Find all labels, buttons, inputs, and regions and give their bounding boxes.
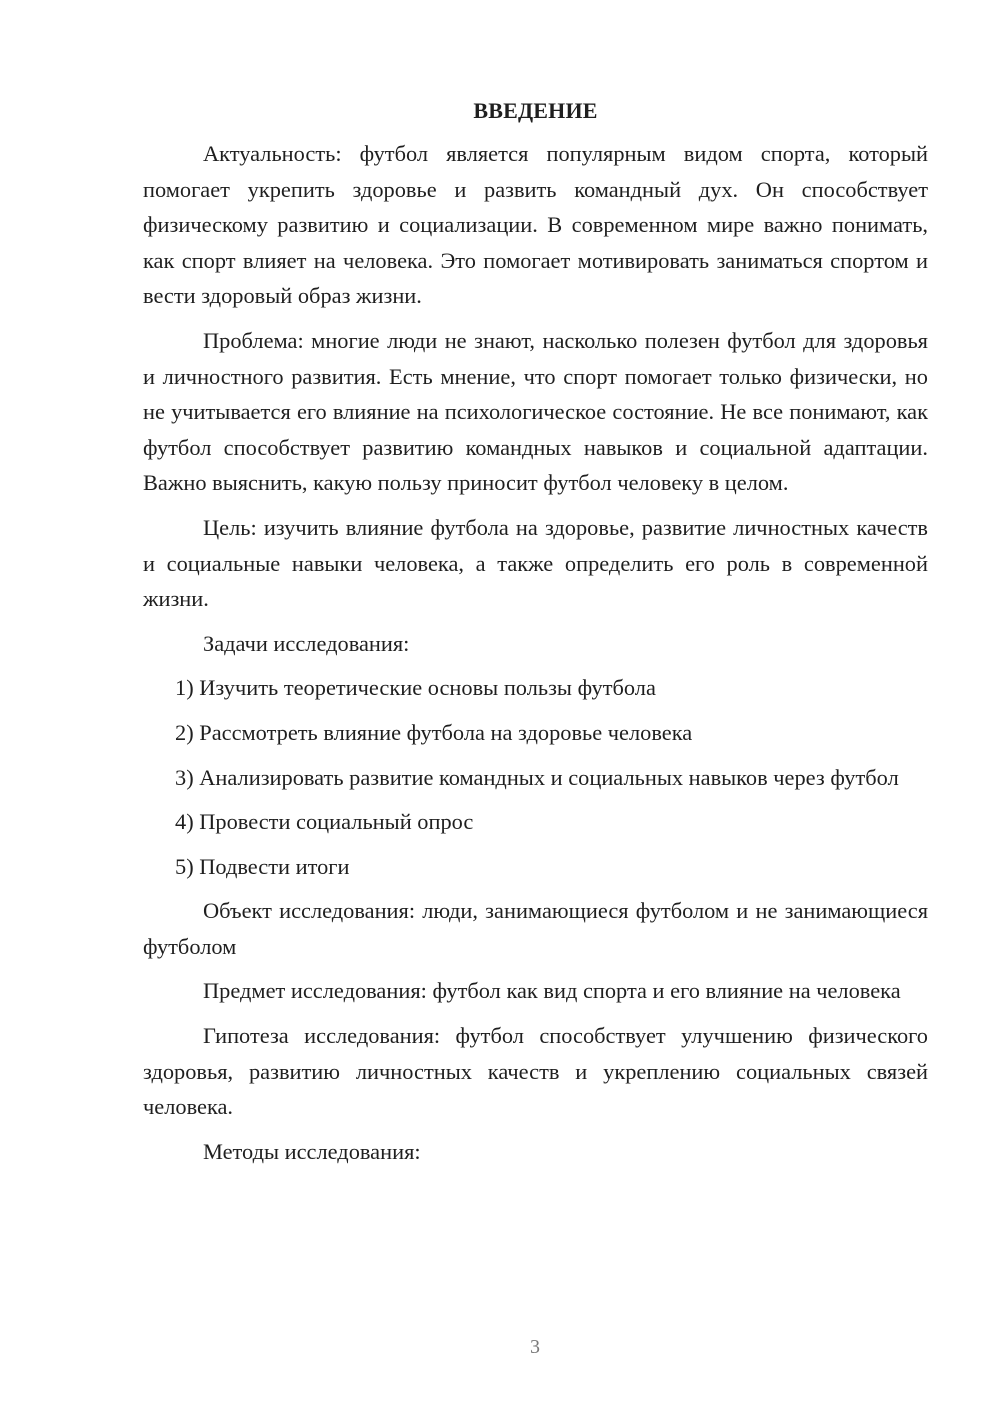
paragraph-hypothesis: Гипотеза исследования: футбол способствует улучшению физического здоровья, развитию личностных качеств и укреплению социальных связей человека. [143, 1023, 928, 1120]
paragraph-object: Объект исследования: люди, занимающиеся футболом и не занимающиеся футболом [143, 898, 928, 959]
paragraph-tasks-heading: Задачи исследования: [203, 630, 410, 656]
task-item-3: 3) Анализировать развитие командных и социальных навыков через футбол [175, 764, 899, 790]
paragraph-methods-heading: Методы исследования: [203, 1138, 421, 1164]
document-page [143, 96, 928, 1178]
task-item-1: 1) Изучить теоретические основы пользы футбола [175, 675, 656, 701]
paragraph-relevance: Актуальность: футбол является популярным видом спорта, который помогает укрепить здоровье и развить командный дух. Он способствует физическому развитию и социализации. В современном мире важно понимать, как спорт влияет на человека. Это помогает мотивировать заниматься спортом и вести здоровый образ жизни. [143, 141, 928, 309]
task-item-5: 5) Подвести итоги [175, 853, 350, 879]
paragraph-goal: Цель: изучить влияние футбола на здоровье, развитие личностных качеств и социальные навыки человека, а также определить его роль в современной жизни. [143, 514, 928, 612]
task-item-4: 4) Провести социальный опрос [175, 809, 474, 835]
section-title: ВВЕДЕНИЕ [473, 98, 598, 123]
task-item-2: 2) Рассмотреть влияние футбола на здоровье человека [175, 719, 693, 745]
paragraph-problem: Проблема: многие люди не знают, насколько полезен футбол для здоровья и личностного развития. Есть мнение, что спорт помогает только физически, но не учитывается его влияние на психологическое состояние. Не все понимают, как футбол способствует развитию командных навыков и социальной адаптации. Важно выяснить, какую пользу приносит футбол человеку в целом. [143, 327, 928, 496]
paragraph-subject: Предмет исследования: футбол как вид спорта и его влияние на человека [203, 978, 901, 1004]
page-number: 3 [530, 1336, 540, 1358]
